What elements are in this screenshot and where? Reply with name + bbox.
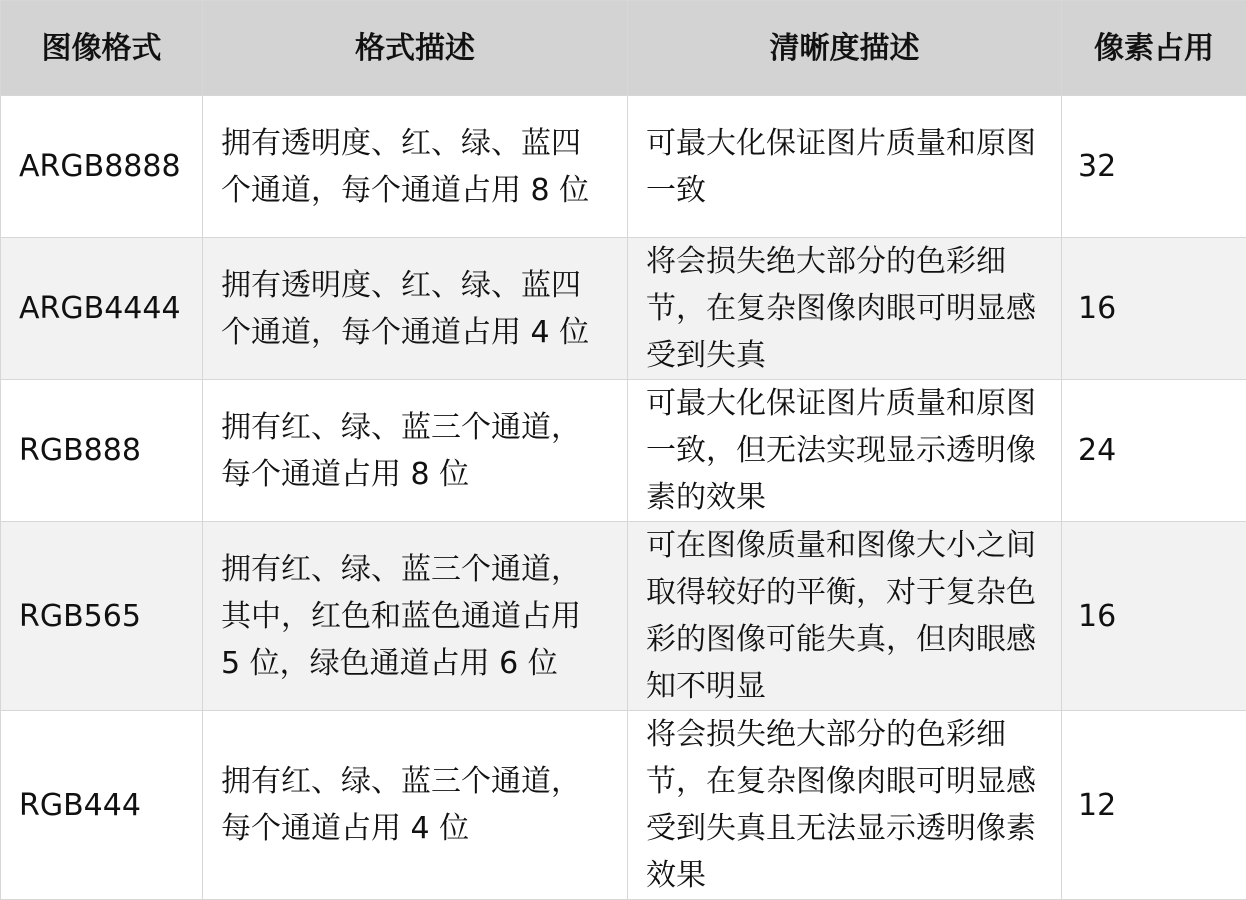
table-row bbox=[1, 522, 1246, 711]
cell-clarity-description: 将会损失绝大部分的色彩细节，在复杂图像肉眼可明显感受到失真 bbox=[628, 238, 1062, 380]
cell-pixel-usage: 32 bbox=[1062, 96, 1246, 238]
table-header bbox=[1, 1, 1246, 96]
cell-pixel-usage: 16 bbox=[1062, 522, 1246, 711]
cell-pixel-usage: 16 bbox=[1062, 238, 1246, 380]
header-pixel-usage: 像素占用 bbox=[1062, 1, 1246, 96]
cell-pixel-usage: 24 bbox=[1062, 380, 1246, 522]
cell-pixel-usage: 12 bbox=[1062, 711, 1246, 900]
table-row bbox=[1, 96, 1246, 238]
table-row bbox=[1, 238, 1246, 380]
cell-format-description: 拥有透明度、红、绿、蓝四个通道，每个通道占用 4 位 bbox=[203, 238, 628, 380]
cell-format: ARGB8888 bbox=[1, 96, 203, 238]
cell-clarity-description: 可最大化保证图片质量和原图一致，但无法实现显示透明像素的效果 bbox=[628, 380, 1062, 522]
cell-clarity-description: 将会损失绝大部分的色彩细节，在复杂图像肉眼可明显感受到失真且无法显示透明像素效果 bbox=[628, 711, 1062, 900]
cell-clarity-description: 可最大化保证图片质量和原图一致 bbox=[628, 96, 1062, 238]
header-format-description: 格式描述 bbox=[203, 1, 628, 96]
cell-format-description: 拥有红、绿、蓝三个通道，其中，红色和蓝色通道占用 5 位，绿色通道占用 6 位 bbox=[203, 522, 628, 711]
cell-format-description: 拥有红、绿、蓝三个通道，每个通道占用 8 位 bbox=[203, 380, 628, 522]
cell-format: RGB565 bbox=[1, 522, 203, 711]
table-row bbox=[1, 711, 1246, 900]
table-row bbox=[1, 380, 1246, 522]
header-clarity-description: 清晰度描述 bbox=[628, 1, 1062, 96]
cell-format-description: 拥有透明度、红、绿、蓝四个通道，每个通道占用 8 位 bbox=[203, 96, 628, 238]
cell-format: ARGB4444 bbox=[1, 238, 203, 380]
table-body bbox=[1, 96, 1246, 900]
header-image-format: 图像格式 bbox=[1, 1, 203, 96]
cell-format-description: 拥有红、绿、蓝三个通道，每个通道占用 4 位 bbox=[203, 711, 628, 900]
header-row bbox=[1, 1, 1246, 96]
cell-clarity-description: 可在图像质量和图像大小之间取得较好的平衡，对于复杂色彩的图像可能失真，但肉眼感知不明显 bbox=[628, 522, 1062, 711]
cell-format: RGB444 bbox=[1, 711, 203, 900]
cell-format: RGB888 bbox=[1, 380, 203, 522]
